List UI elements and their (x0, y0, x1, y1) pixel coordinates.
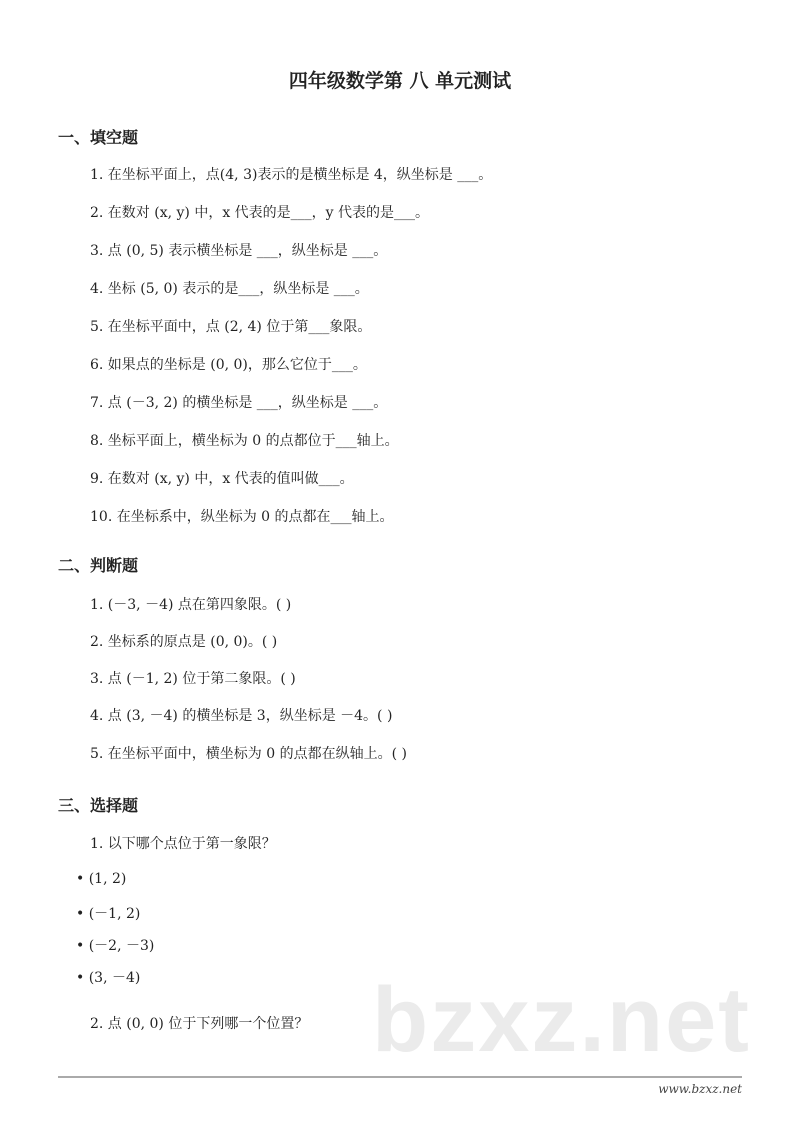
question-item: 1. 在坐标平面上，点(4, 3)表示的是横坐标是 4，纵坐标是 ___。 (90, 167, 493, 183)
footer-url: www.bzxz.net (658, 1082, 742, 1096)
question-item: 5. 在坐标平面中，点 (2, 4) 位于第___象限。 (90, 319, 372, 335)
question-item: 2. 点 (0, 0) 位于下列哪一个位置？ (90, 1016, 309, 1032)
watermark: bzxz.net (372, 969, 751, 1071)
option-text: (－2, －3) (88, 938, 155, 954)
question-item: 3. 点 (－1, 2) 位于第二象限。( ) (90, 671, 296, 687)
section-heading-true-false: 二、判断题 (58, 556, 139, 575)
bullet-icon: • (76, 906, 89, 922)
option-item (76, 967, 140, 987)
question-item: 6. 如果点的坐标是 (0, 0)，那么它位于___。 (90, 357, 367, 373)
option-item (76, 871, 126, 887)
option-text: (1, 2) (88, 871, 127, 887)
option-item (76, 935, 154, 955)
question-item: 8. 坐标平面上，横坐标为 0 的点都位于___轴上。 (90, 433, 399, 449)
question-item: 4. 坐标 (5, 0) 表示的是___，纵坐标是 ___。 (90, 281, 369, 297)
question-item: 1. 以下哪个点位于第一象限？ (90, 836, 276, 852)
section-heading-fill-in: 一、填空题 (58, 128, 139, 147)
bullet-icon: • (76, 871, 89, 887)
option-text: (3, －4) (88, 970, 141, 986)
question-item: 5. 在坐标平面中，横坐标为 0 的点都在纵轴上。( ) (90, 746, 407, 762)
option-item (76, 903, 140, 923)
question-item: 10. 在坐标系中，纵坐标为 0 的点都在___轴上。 (90, 509, 394, 525)
footer-divider (58, 1076, 742, 1078)
page-title: 四年级数学第 八 单元测试 (288, 70, 512, 92)
question-item: 1. (－3, －4) 点在第四象限。( ) (90, 597, 292, 613)
question-item: 3. 点 (0, 5) 表示横坐标是 ___，纵坐标是 ___。 (90, 243, 388, 259)
question-item: 9. 在数对 (x, y) 中，x 代表的值叫做___。 (90, 471, 354, 487)
bullet-icon: • (76, 938, 89, 954)
question-item: 2. 在数对 (x, y) 中，x 代表的是___，y 代表的是___。 (90, 205, 430, 221)
bullet-icon: • (76, 970, 89, 986)
section-heading-multiple-choice: 三、选择题 (58, 796, 139, 815)
question-item: 4. 点 (3, －4) 的横坐标是 3，纵坐标是 －4。( ) (90, 708, 393, 724)
question-item: 7. 点 (－3, 2) 的横坐标是 ___，纵坐标是 ___。 (90, 395, 388, 411)
option-text: (－1, 2) (88, 906, 141, 922)
question-item: 2. 坐标系的原点是 (0, 0)。( ) (90, 634, 278, 650)
